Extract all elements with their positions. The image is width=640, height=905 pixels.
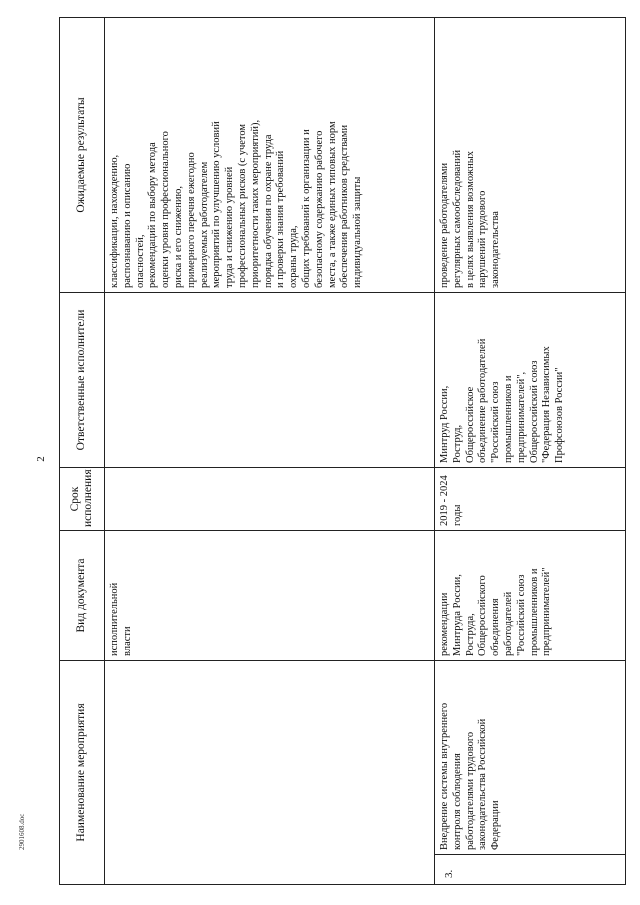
header-name: Наименование мероприятия	[60, 660, 105, 884]
text-line: Общероссийский союз	[528, 360, 540, 463]
text-line: мероприятий по улучшению условий	[211, 121, 223, 288]
text-line: промышленников и	[528, 568, 540, 656]
text-line: Профсоюзов России"	[554, 367, 566, 463]
header-deadline: Срок исполнения	[60, 467, 105, 530]
text-line: Общероссийское	[464, 386, 476, 463]
text-line: Федерации	[490, 800, 502, 850]
text-line: труда и снижению уровней	[224, 166, 236, 288]
text-line: работодателями трудового	[464, 731, 476, 850]
cell-executors-empty	[105, 292, 435, 467]
text-line: оценки уровня профессионального	[160, 131, 172, 288]
text-line: "Российский союз	[515, 574, 527, 656]
cell-deadline-empty	[105, 467, 435, 530]
row-number: 3.	[435, 855, 626, 885]
cell-results	[435, 17, 626, 292]
text-line: порядка обучения по охране труда	[262, 134, 274, 288]
text-line: реализуемых работодателем	[198, 161, 210, 288]
text-line: Внедрение системы внутреннего	[439, 702, 450, 850]
text-line: годы	[451, 504, 463, 526]
text-line: объединение работодателей	[477, 338, 489, 463]
text-line: власти	[121, 626, 133, 656]
text-line: Минтруд России,	[439, 385, 450, 463]
text-line: распознаванию и описанию	[121, 163, 133, 288]
text-line: Минтруда России,	[451, 574, 463, 656]
text-line: контроля соблюдения	[451, 753, 463, 850]
text-line: "Российский союз	[490, 381, 502, 463]
text-line: и проверки знания требований	[275, 150, 287, 288]
rotated-page	[59, 18, 625, 885]
text-line: охраны труда,	[288, 225, 300, 288]
text-line: объединения	[490, 598, 502, 656]
text-line: рекомендации	[439, 592, 450, 656]
cell-doc-type	[435, 530, 626, 660]
cell-deadline	[435, 467, 626, 530]
text-line: Роструда,	[464, 613, 476, 656]
text-line: нарушений трудового	[477, 190, 489, 288]
text-line: общих требований к организации и	[300, 129, 312, 288]
page-number: 2	[34, 456, 47, 462]
text-line: Роструд,	[451, 424, 463, 463]
text-line: исполнительной	[109, 582, 120, 656]
text-line: "Федерация Независимых	[541, 346, 553, 463]
text-line: приоритетности таких мероприятий),	[249, 119, 261, 288]
cell-executors	[435, 292, 626, 467]
text-line: классификации, нахождению,	[109, 154, 120, 288]
text-line: регулярных самообследований	[451, 149, 463, 288]
document-file-code: 2901608.doc	[18, 813, 26, 850]
text-line: безопасному содержанию рабочего	[313, 130, 325, 288]
text-line: 2019 - 2024	[439, 475, 450, 526]
table-row-3	[435, 17, 626, 884]
text-line: промышленников и	[502, 375, 514, 463]
cell-name-empty	[105, 660, 435, 884]
text-line: работодателей	[502, 591, 514, 656]
header-results: Ожидаемые результаты	[60, 17, 105, 292]
text-line: рекомендаций по выбору метода	[147, 142, 159, 288]
text-line: риска и его снижению,	[172, 186, 184, 288]
cell-measure-name	[435, 660, 626, 854]
text-line: обеспечения работников средствами	[339, 124, 351, 288]
table-header-row	[60, 17, 105, 884]
text-line: предпринимателей",	[515, 371, 527, 463]
text-line: примерного перечня ежегодно	[185, 152, 197, 288]
table-row-continued	[105, 17, 435, 884]
cell-doc-type	[105, 530, 435, 660]
text-line: законодательства	[490, 211, 502, 288]
header-executors: Ответственные исполнители	[60, 292, 105, 467]
text-line: профессиональных рисков (с учетом	[236, 123, 248, 288]
text-line: предпринимателей"	[541, 567, 553, 656]
cell-results	[105, 17, 435, 292]
text-line: законодательства Российской	[477, 718, 489, 850]
text-line: места, а также единых типовых норм	[326, 121, 338, 288]
text-line: проведение работодателями	[439, 162, 450, 288]
text-line: индивидуальной защиты	[352, 176, 364, 288]
text-line: Общероссийского	[477, 575, 489, 656]
header-doc-type: Вид документа	[60, 530, 105, 660]
text-line: опасностей,	[134, 234, 146, 288]
measures-table	[59, 17, 626, 885]
text-line: в целях выявления возможных	[464, 150, 476, 288]
